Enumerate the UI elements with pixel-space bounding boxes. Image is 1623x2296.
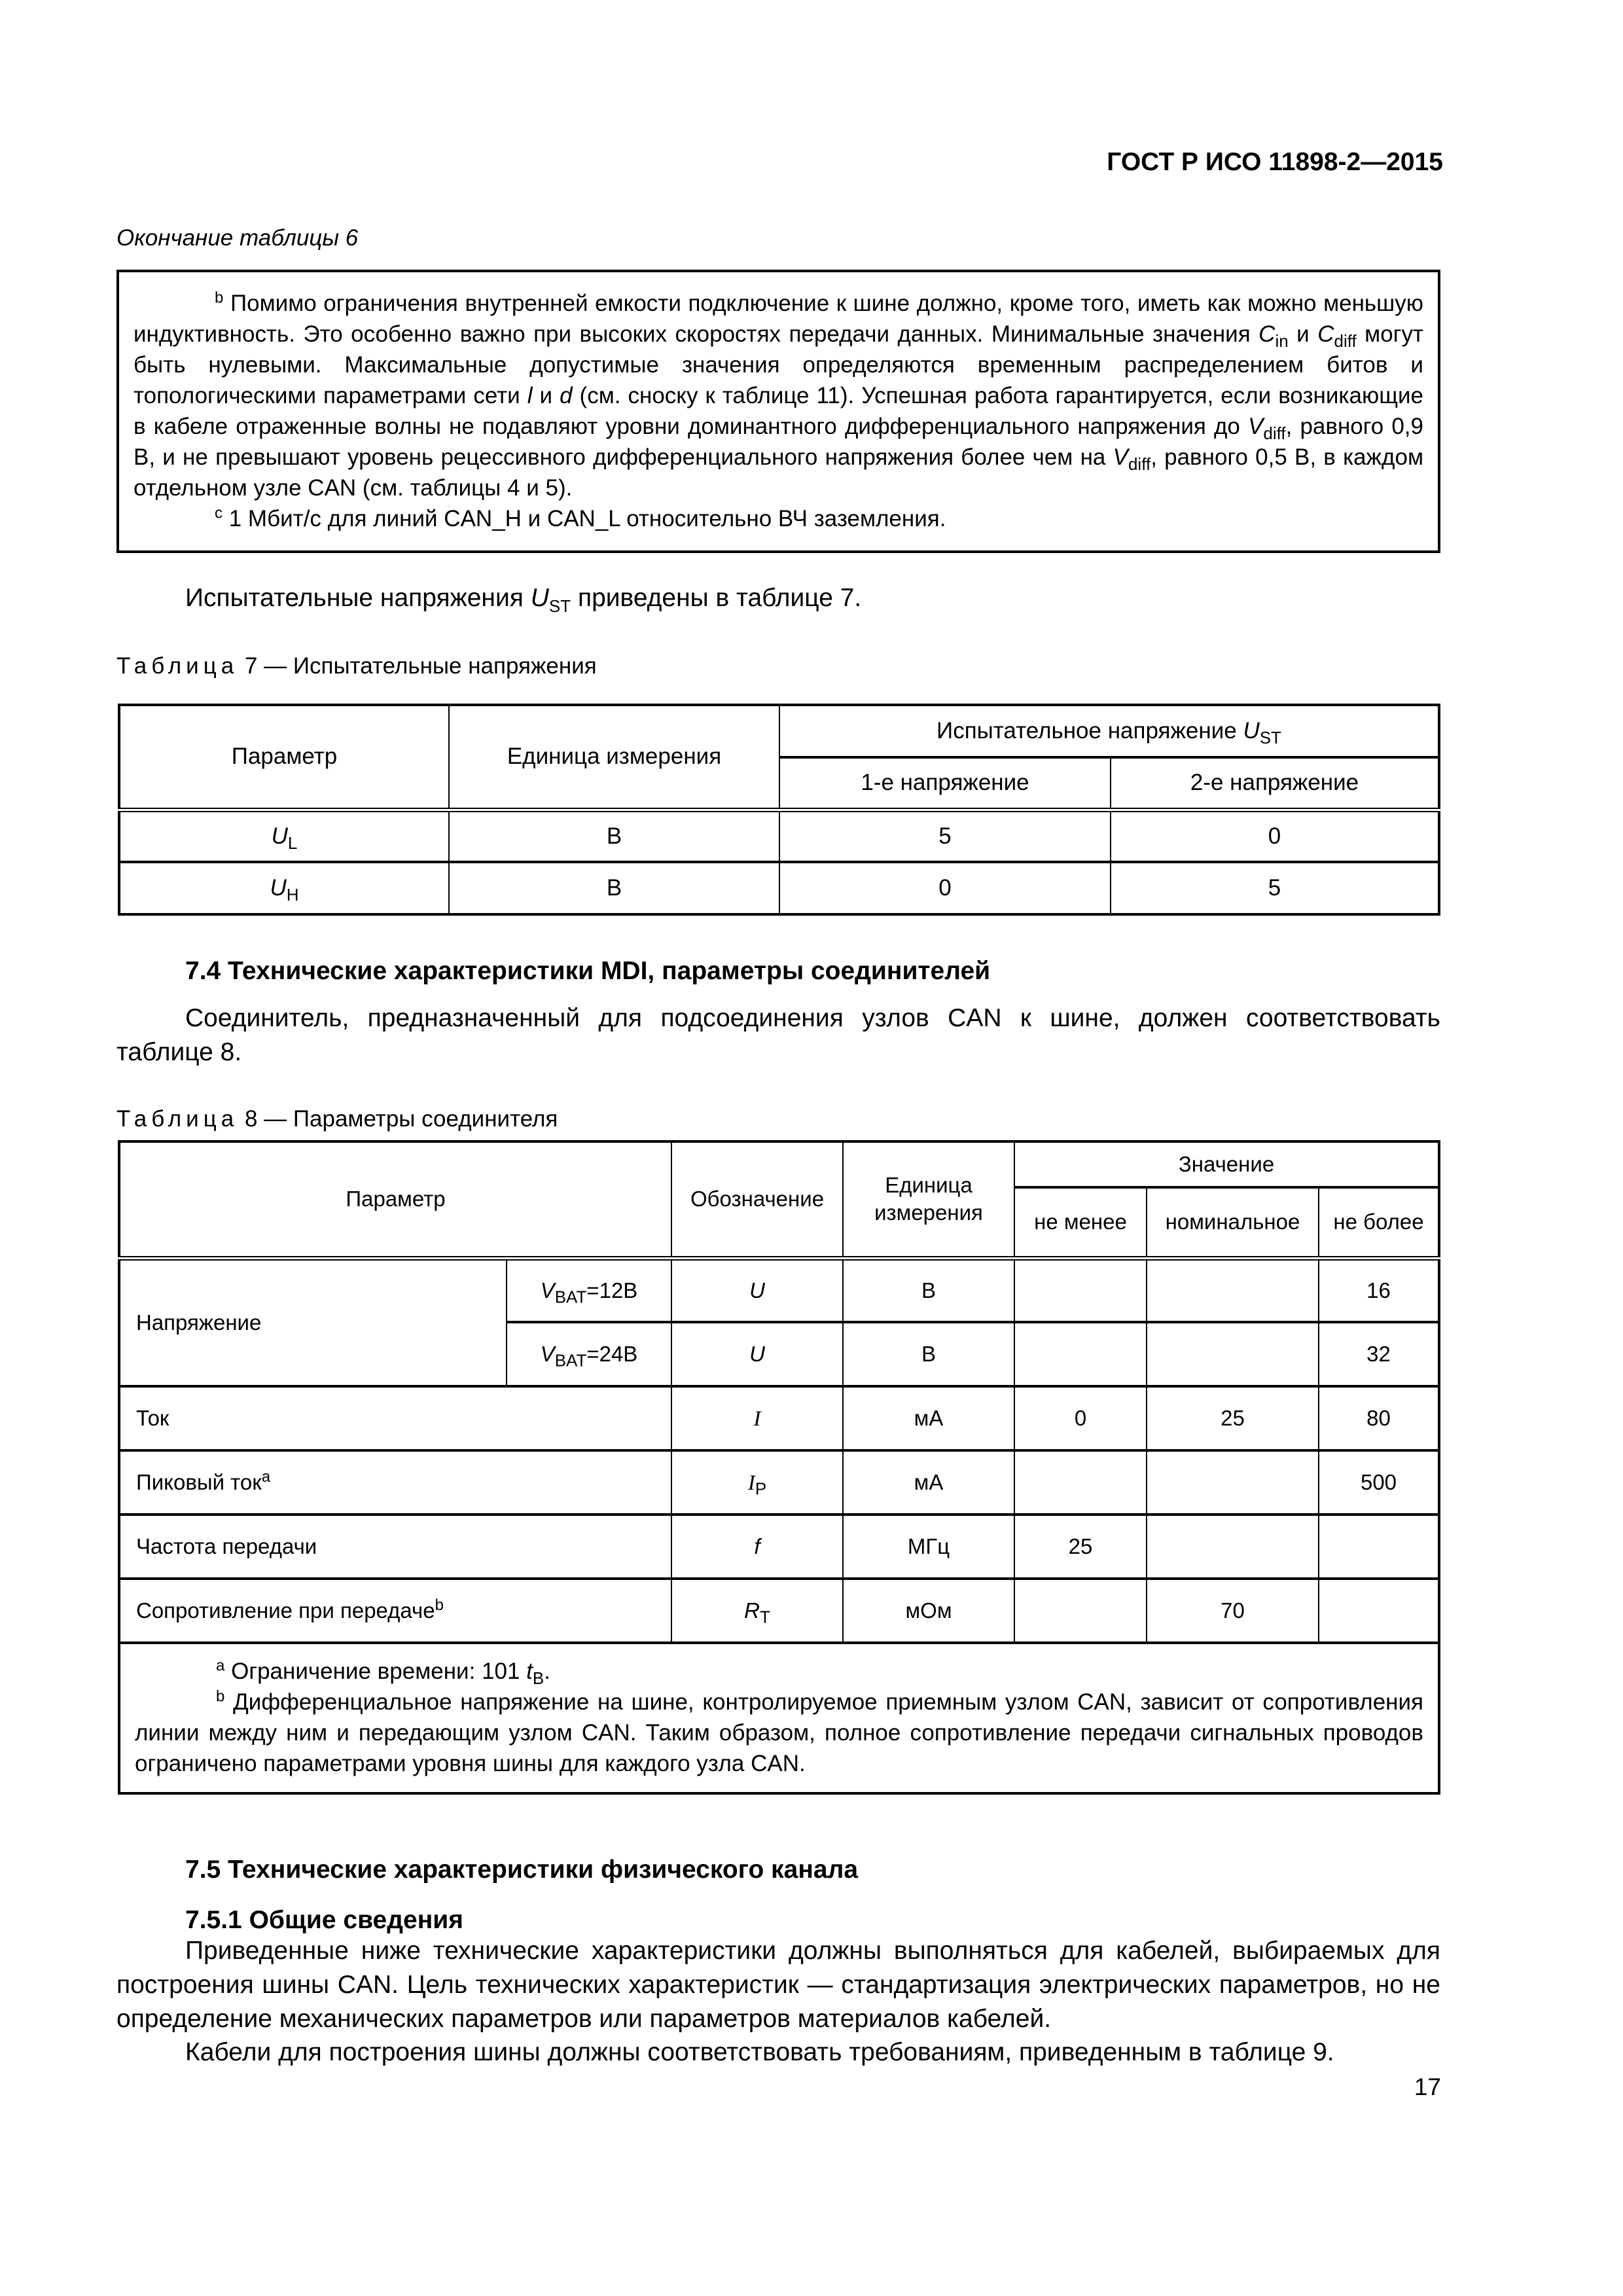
table-row <box>119 1450 1439 1515</box>
subscript: in <box>1275 331 1289 351</box>
note-marker: b <box>216 1687 225 1706</box>
table8 <box>118 1140 1440 1795</box>
table6-notes-box <box>116 270 1440 553</box>
note-text: . <box>544 1659 550 1684</box>
text: приведены в таблице 7. <box>571 584 862 612</box>
note-marker: a <box>216 1657 225 1675</box>
caption-prefix: Таблица <box>116 653 239 679</box>
subscript: P <box>755 1479 767 1499</box>
param-cell <box>119 862 449 914</box>
header-first-voltage: 1-е напряжение <box>779 757 1111 810</box>
note-text: 1 Мбит/с для линий CAN_H и CAN_L относительно ВЧ заземления. <box>228 506 946 531</box>
value-cell: 5 <box>1111 862 1439 914</box>
note-text: могут быть нулевыми. Максимальные допустимые значения определяются временным распределением битов и топологическими параметрами сети <box>134 321 1424 408</box>
header-second-voltage: 2-е напряжение <box>1111 757 1439 810</box>
symbol: U <box>1243 718 1260 744</box>
subscript: ST <box>548 596 571 616</box>
section-7-4-heading: 7.4 Технические характеристики MDI, параметры соединителей <box>185 957 991 985</box>
symbol: V <box>1248 414 1264 439</box>
nom-cell <box>1147 1322 1319 1386</box>
note-text: и <box>1288 321 1318 347</box>
section-7-4-paragraph: Соединитель, предназначенный для подсоединения узлов CAN к шине, должен соответствовать таблице 8. <box>116 1004 1440 1066</box>
symbol: d <box>560 383 573 408</box>
symbol-cell <box>671 1579 843 1643</box>
symbol: U <box>749 1278 765 1302</box>
note-text: , равного 0,5 В, в каждом отдельном узле CAN (см. таблицы 4 и 5). <box>134 444 1424 501</box>
min-cell <box>1014 1579 1147 1643</box>
min-cell <box>1014 1258 1147 1322</box>
caption-prefix: Таблица <box>116 1106 239 1132</box>
min-cell: 25 <box>1014 1515 1147 1579</box>
header-text: Испытательное напряжение <box>936 718 1243 744</box>
unit-cell: мА <box>843 1386 1014 1450</box>
param-cell: Частота передачи <box>119 1515 671 1579</box>
symbol-cell <box>671 1450 843 1515</box>
note-c <box>134 503 1423 534</box>
header-param: Параметр <box>119 705 449 810</box>
symbol: l <box>527 383 533 408</box>
caption-title: 7 — Испытательные напряжения <box>238 653 597 679</box>
header-unit: Единица измерения <box>449 705 779 810</box>
footnote-a <box>135 1656 1423 1687</box>
section-7-5-1-heading: 7.5.1 Общие сведения <box>185 1906 463 1934</box>
min-cell <box>1014 1450 1147 1515</box>
subscript: T <box>759 1607 770 1627</box>
symbol: U <box>271 823 288 849</box>
max-cell: 80 <box>1319 1386 1439 1450</box>
footnote-ref: a <box>261 1468 271 1486</box>
unit-cell: мОм <box>843 1579 1014 1643</box>
subscript: diff <box>1263 423 1286 443</box>
param-label: Пиковый ток <box>136 1470 262 1494</box>
header-nom: номинальное <box>1147 1187 1319 1258</box>
max-cell <box>1319 1579 1439 1643</box>
max-cell: 32 <box>1319 1322 1439 1386</box>
symbol: U <box>530 584 549 612</box>
table-row <box>119 862 1439 914</box>
symbol-cell <box>671 1322 843 1386</box>
value-cell: 0 <box>779 862 1111 914</box>
header-value: Значение <box>1014 1141 1439 1187</box>
header-symbol: Обозначение <box>671 1141 843 1258</box>
note-marker: c <box>215 504 223 522</box>
symbol: C <box>1317 321 1334 347</box>
symbol-cell <box>671 1258 843 1322</box>
section-7-5-1-paragraph-2: Кабели для построения шины должны соответствовать требованиям, приведенным в таблице 9. <box>185 2038 1334 2066</box>
table-row <box>119 1579 1439 1643</box>
table8-footnotes-row <box>119 1643 1439 1793</box>
param-cell <box>119 1450 671 1515</box>
value-cell: 0 <box>1111 810 1439 862</box>
table-continuation-label: Окончание таблицы 6 <box>116 225 359 251</box>
symbol: V <box>1113 444 1128 470</box>
table7 <box>118 704 1440 916</box>
min-cell <box>1014 1322 1147 1386</box>
note-text: Дифференциальное напряжение на шине, контролируемое приемным узлом CAN, зависит от сопротивления линии между ним и передающим узлом CAN. Таким образом, полное сопротивление передачи сигнальных проводов ограничено параметрами уровня шины для каждого узла CAN. <box>135 1689 1423 1776</box>
unit-cell: МГц <box>843 1515 1014 1579</box>
symbol: R <box>744 1598 760 1623</box>
unit-cell: В <box>449 862 779 914</box>
note-text: (см. сноску к таблице 11). Успешная работа гарантируется, если возникающие в кабеле отраженные волны не подавляют уровни доминантного дифференциального напряжения до <box>134 383 1424 439</box>
symbol: C <box>1258 321 1275 347</box>
section-7-5-1-paragraph-1: Приведенные ниже технические характеристики должны выполняться для кабелей, выбираемых для построения шины CAN. Цель технических характеристик — стандартизация электрических параметров, но не определение механических параметров или параметров материалов кабелей. <box>116 1937 1440 2033</box>
max-cell: 16 <box>1319 1258 1439 1322</box>
page-number: 17 <box>1414 2073 1441 2100</box>
param-cell: Напряжение <box>119 1258 507 1386</box>
subscript: L <box>287 833 298 853</box>
text: Испытательные напряжения <box>185 584 531 612</box>
symbol: t <box>526 1659 533 1684</box>
note-text: Ограничение времени: 101 <box>231 1659 527 1684</box>
caption-title: 8 — Параметры соединителя <box>238 1106 558 1132</box>
unit-cell: В <box>843 1322 1014 1386</box>
unit-cell: В <box>449 810 779 862</box>
min-cell: 0 <box>1014 1386 1147 1450</box>
table7-intro-paragraph <box>116 581 1440 615</box>
symbol-cell <box>671 1386 843 1450</box>
table-row <box>119 1258 1439 1322</box>
subscript: BAT <box>554 1287 587 1307</box>
nom-cell: 25 <box>1147 1386 1319 1450</box>
note-b <box>134 288 1423 503</box>
nom-cell: 70 <box>1147 1579 1319 1643</box>
symbol: I <box>753 1407 761 1431</box>
header-param: Параметр <box>119 1141 671 1258</box>
param-label: Сопротивление при передаче <box>136 1598 435 1623</box>
condition-cell <box>507 1322 671 1386</box>
symbol: V <box>540 1342 555 1366</box>
nom-cell <box>1147 1450 1319 1515</box>
unit-cell: В <box>843 1258 1014 1322</box>
param-cell <box>119 810 449 862</box>
section-7-5-heading: 7.5 Технические характеристики физического канала <box>185 1856 859 1884</box>
nom-cell <box>1147 1515 1319 1579</box>
table-row <box>119 810 1439 862</box>
note-text: Помимо ограничения внутренней емкости подключение к шине должно, кроме того, иметь как можно меньшую индуктивность. Это особенно важно при высоких скоростях передачи данных. Минимальные значения <box>134 291 1423 347</box>
header-unit: Единица измерения <box>843 1141 1014 1258</box>
document-id-header: ГОСТ Р ИСО 11898-2—2015 <box>1107 148 1443 176</box>
table8-footnotes <box>119 1643 1439 1793</box>
param-cell <box>119 1579 671 1643</box>
nom-cell <box>1147 1258 1319 1322</box>
symbol-cell <box>671 1515 843 1579</box>
note-text: , равного 0,9 В, и не превышают уровень рецессивного дифференциального напряжения более чем на <box>134 414 1423 470</box>
subscript: diff <box>1128 454 1151 474</box>
param-cell: Ток <box>119 1386 671 1450</box>
subscript: B <box>532 1668 544 1688</box>
table-row <box>119 1386 1439 1450</box>
subscript: ST <box>1259 728 1281 747</box>
condition-cell <box>507 1258 671 1322</box>
footnote-b <box>135 1687 1423 1779</box>
condition-value: =12В <box>586 1278 638 1302</box>
table7-caption <box>116 653 597 679</box>
symbol: I <box>747 1471 755 1495</box>
max-cell <box>1319 1515 1439 1579</box>
symbol: f <box>754 1534 760 1558</box>
condition-value: =24В <box>586 1342 638 1366</box>
note-marker: b <box>215 289 224 307</box>
subscript: diff <box>1334 331 1357 351</box>
table-row <box>119 1515 1439 1579</box>
subscript: H <box>286 885 299 905</box>
table8-caption <box>116 1106 558 1132</box>
subscript: BAT <box>554 1350 587 1371</box>
symbol: U <box>270 875 287 901</box>
symbol: V <box>540 1278 555 1302</box>
note-text: и <box>532 383 560 408</box>
header-min: не менее <box>1014 1187 1147 1258</box>
max-cell: 500 <box>1319 1450 1439 1515</box>
header-max: не более <box>1319 1187 1439 1258</box>
header-test-voltage <box>779 705 1439 757</box>
footnote-ref: b <box>435 1596 444 1614</box>
unit-cell: мА <box>843 1450 1014 1515</box>
symbol: U <box>749 1342 765 1366</box>
value-cell: 5 <box>779 810 1111 862</box>
